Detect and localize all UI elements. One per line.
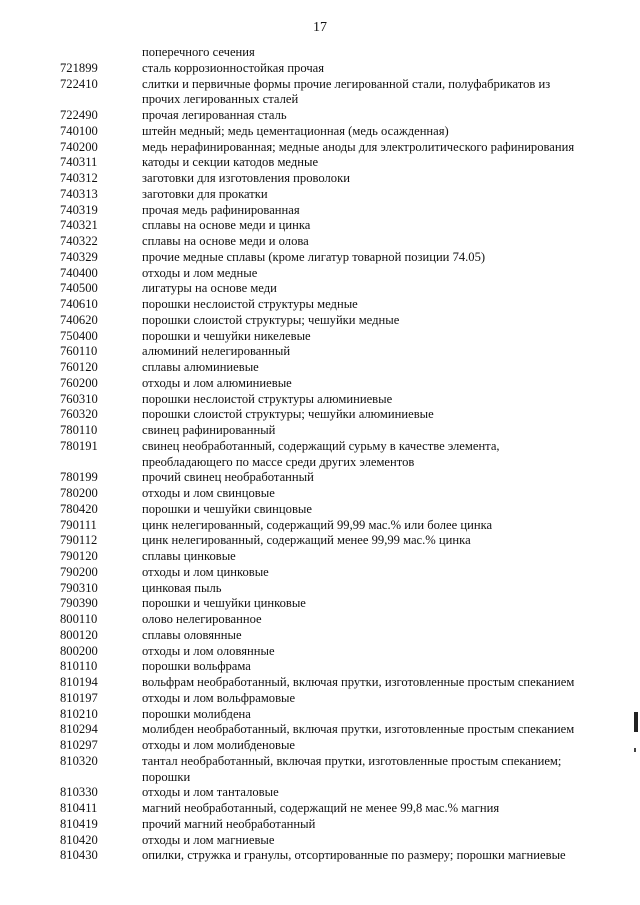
item-code: 740200 <box>60 139 98 154</box>
list-item <box>0 140 640 156</box>
description-line: сплавы на основе меди и олова <box>142 234 309 248</box>
description-line: порошки и чешуйки цинковые <box>142 596 306 611</box>
list-item <box>0 108 640 124</box>
description-line: прочая легированная сталь <box>142 108 287 122</box>
description-line: отходы и лом оловянные <box>142 643 275 658</box>
list-item <box>0 297 640 313</box>
item-code: 721899 <box>60 60 98 75</box>
list-item <box>0 738 640 754</box>
item-code: 722490 <box>60 108 98 122</box>
item-code: 810430 <box>60 848 98 863</box>
list-item <box>0 644 640 660</box>
item-code: 780200 <box>60 486 98 500</box>
list-item <box>0 785 640 801</box>
description-line: порошки слоистой структуры; чешуйки алюминиевые <box>142 407 434 422</box>
item-code: 800200 <box>60 643 98 658</box>
item-code: 740322 <box>60 234 98 248</box>
item-code: 760120 <box>60 360 98 374</box>
description-line: цинковая пыль <box>142 580 222 595</box>
description-line: заготовки для изготовления проволоки <box>142 171 350 185</box>
description-line: порошки слоистой структуры; чешуйки медные <box>142 312 400 327</box>
description-line: отходы и лом магниевые <box>142 832 275 847</box>
description-line: отходы и лом медные <box>142 265 258 280</box>
description-line: отходы и лом свинцовые <box>142 486 275 500</box>
item-code: 800120 <box>60 627 98 642</box>
description-line: отходы и лом цинковые <box>142 564 269 579</box>
description-line: штейн медный; медь цементационная (медь осажденная) <box>142 123 449 138</box>
item-code: 810419 <box>60 816 98 831</box>
list-item <box>0 124 640 140</box>
description-line: прочий магний необработанный <box>142 816 316 831</box>
list-item <box>0 581 640 597</box>
list-item <box>0 61 640 77</box>
list-item <box>0 281 640 297</box>
list-item <box>0 392 640 408</box>
description-line: сплавы оловянные <box>142 627 242 642</box>
list-item <box>0 155 640 171</box>
list-item <box>0 171 640 187</box>
list-item <box>0 423 640 439</box>
description-line: порошки молибдена <box>142 706 251 721</box>
list-item <box>0 486 640 502</box>
item-code: 810320 <box>60 753 98 768</box>
list-item <box>0 329 640 345</box>
list-item <box>0 439 640 471</box>
list-item <box>0 266 640 282</box>
tariff-code-list <box>0 45 640 864</box>
description-line: сплавы алюминиевые <box>142 360 259 374</box>
item-code: 740311 <box>60 155 98 170</box>
description-line: прочий свинец необработанный <box>142 470 314 485</box>
list-item <box>0 707 640 723</box>
description-line: прочая медь рафинированная <box>142 202 300 217</box>
item-code: 750400 <box>60 328 98 343</box>
item-code: 740620 <box>60 312 98 327</box>
list-item <box>0 833 640 849</box>
list-item <box>0 659 640 675</box>
description-line: катоды и секции катодов медные <box>142 155 319 170</box>
item-code: 760320 <box>60 407 98 422</box>
list-item <box>0 565 640 581</box>
item-code: 740321 <box>60 218 98 233</box>
list-item <box>0 187 640 203</box>
item-code: 780110 <box>60 423 98 437</box>
list-item <box>0 596 640 612</box>
item-code: 790112 <box>60 533 98 548</box>
item-code: 790111 <box>60 517 97 532</box>
item-code: 760200 <box>60 375 98 390</box>
description-line: отходы и лом молибденовые <box>142 738 295 752</box>
list-item <box>0 502 640 518</box>
item-code: 760310 <box>60 391 98 406</box>
description-line: поперечного сечения <box>142 45 255 59</box>
list-item <box>0 628 640 644</box>
list-item <box>0 612 640 628</box>
list-item <box>0 344 640 360</box>
list-item <box>0 45 640 61</box>
list-item <box>0 722 640 738</box>
description-line: отходы и лом танталовые <box>142 785 279 800</box>
description-line: порошки и чешуйки никелевые <box>142 328 311 343</box>
list-item <box>0 848 640 864</box>
list-item <box>0 313 640 329</box>
item-code: 810194 <box>60 675 98 689</box>
list-item <box>0 234 640 250</box>
description-line: сплавы на основе меди и цинка <box>142 218 311 233</box>
item-code: 810411 <box>60 801 98 815</box>
description-line: порошки <box>142 769 191 784</box>
description-line: свинец рафинированный <box>142 423 276 437</box>
list-item <box>0 218 640 234</box>
item-code: 810330 <box>60 785 98 800</box>
item-code: 780191 <box>60 438 98 453</box>
description-line: цинк нелегированный, содержащий менее 99,99 мас.% цинка <box>142 533 471 548</box>
item-code: 780199 <box>60 470 98 485</box>
description-line: порошки и чешуйки свинцовые <box>142 501 312 516</box>
item-code: 810294 <box>60 722 98 737</box>
description-line: заготовки для прокатки <box>142 186 268 201</box>
item-code: 800110 <box>60 612 98 626</box>
item-code: 780420 <box>60 501 98 516</box>
item-code: 740100 <box>60 123 98 138</box>
item-description <box>0 45 640 61</box>
description-line: прочие медные сплавы (кроме лигатур товарной позиции 74.05) <box>142 249 486 264</box>
list-item <box>0 533 640 549</box>
item-code: 790120 <box>60 549 98 563</box>
list-item <box>0 470 640 486</box>
description-line: цинк нелегированный, содержащий 99,99 мас.% или более цинка <box>142 517 493 532</box>
list-item <box>0 77 640 109</box>
description-line: олово нелегированное <box>142 612 262 626</box>
description-line: слитки и первичные формы прочие легированной стали, полуфабрикатов из <box>142 76 551 91</box>
item-code: 722410 <box>60 76 98 91</box>
description-line: сталь коррозионностойкая прочая <box>142 60 325 75</box>
description-line: медь нерафинированная; медные аноды для электролитического рафинирования <box>142 139 575 154</box>
description-line: алюминий нелегированный <box>142 344 291 359</box>
description-line: опилки, стружка и гранулы, отсортированные по размеру; порошки магниевые <box>142 848 566 863</box>
item-code: 790310 <box>60 580 98 595</box>
item-code: 810197 <box>60 690 98 705</box>
description-line: лигатуры на основе меди <box>142 281 277 296</box>
list-item <box>0 817 640 833</box>
list-item <box>0 407 640 423</box>
list-item <box>0 675 640 691</box>
item-code: 760110 <box>60 344 98 359</box>
item-code: 810420 <box>60 832 98 847</box>
description-line: преобладающего по массе среди других элементов <box>142 454 415 469</box>
description-line: прочих легированных сталей <box>142 92 299 107</box>
item-code: 740500 <box>60 281 98 296</box>
description-line: порошки вольфрама <box>142 659 251 674</box>
item-code: 790390 <box>60 596 98 611</box>
item-code: 740610 <box>60 297 98 311</box>
description-line: вольфрам необработанный, включая прутки, изготовленные простым спеканием <box>142 675 575 689</box>
item-code: 740329 <box>60 249 98 264</box>
item-code: 810297 <box>60 738 98 752</box>
list-item <box>0 691 640 707</box>
description-line: отходы и лом алюминиевые <box>142 375 292 390</box>
description-line: магний необработанный, содержащий не менее 99,8 мас.% магния <box>142 801 500 815</box>
page-number: 17 <box>313 20 327 35</box>
list-item <box>0 376 640 392</box>
item-code: 740400 <box>60 265 98 280</box>
list-item <box>0 360 640 376</box>
description-line: порошки неслоистой структуры медные <box>142 297 358 311</box>
description-line: свинец необработанный, содержащий сурьму в качестве элемента, <box>142 438 500 453</box>
list-item <box>0 801 640 817</box>
list-item <box>0 549 640 565</box>
item-code: 740313 <box>60 186 98 201</box>
scan-margin-dot <box>634 748 636 752</box>
item-code: 740319 <box>60 202 98 217</box>
list-item <box>0 518 640 534</box>
item-code: 790200 <box>60 564 98 579</box>
description-line: сплавы цинковые <box>142 549 236 563</box>
description-line: тантал необработанный, включая прутки, изготовленные простым спеканием; <box>142 753 562 768</box>
item-code: 810110 <box>60 659 98 674</box>
item-code: 740312 <box>60 171 98 185</box>
scan-margin-mark <box>634 712 638 732</box>
description-line: отходы и лом вольфрамовые <box>142 690 296 705</box>
list-item <box>0 250 640 266</box>
description-line: молибден необработанный, включая прутки, изготовленные простым спеканием <box>142 722 575 737</box>
description-line: порошки неслоистой структуры алюминиевые <box>142 391 393 406</box>
list-item <box>0 203 640 219</box>
list-item <box>0 754 640 786</box>
item-code: 810210 <box>60 706 98 721</box>
